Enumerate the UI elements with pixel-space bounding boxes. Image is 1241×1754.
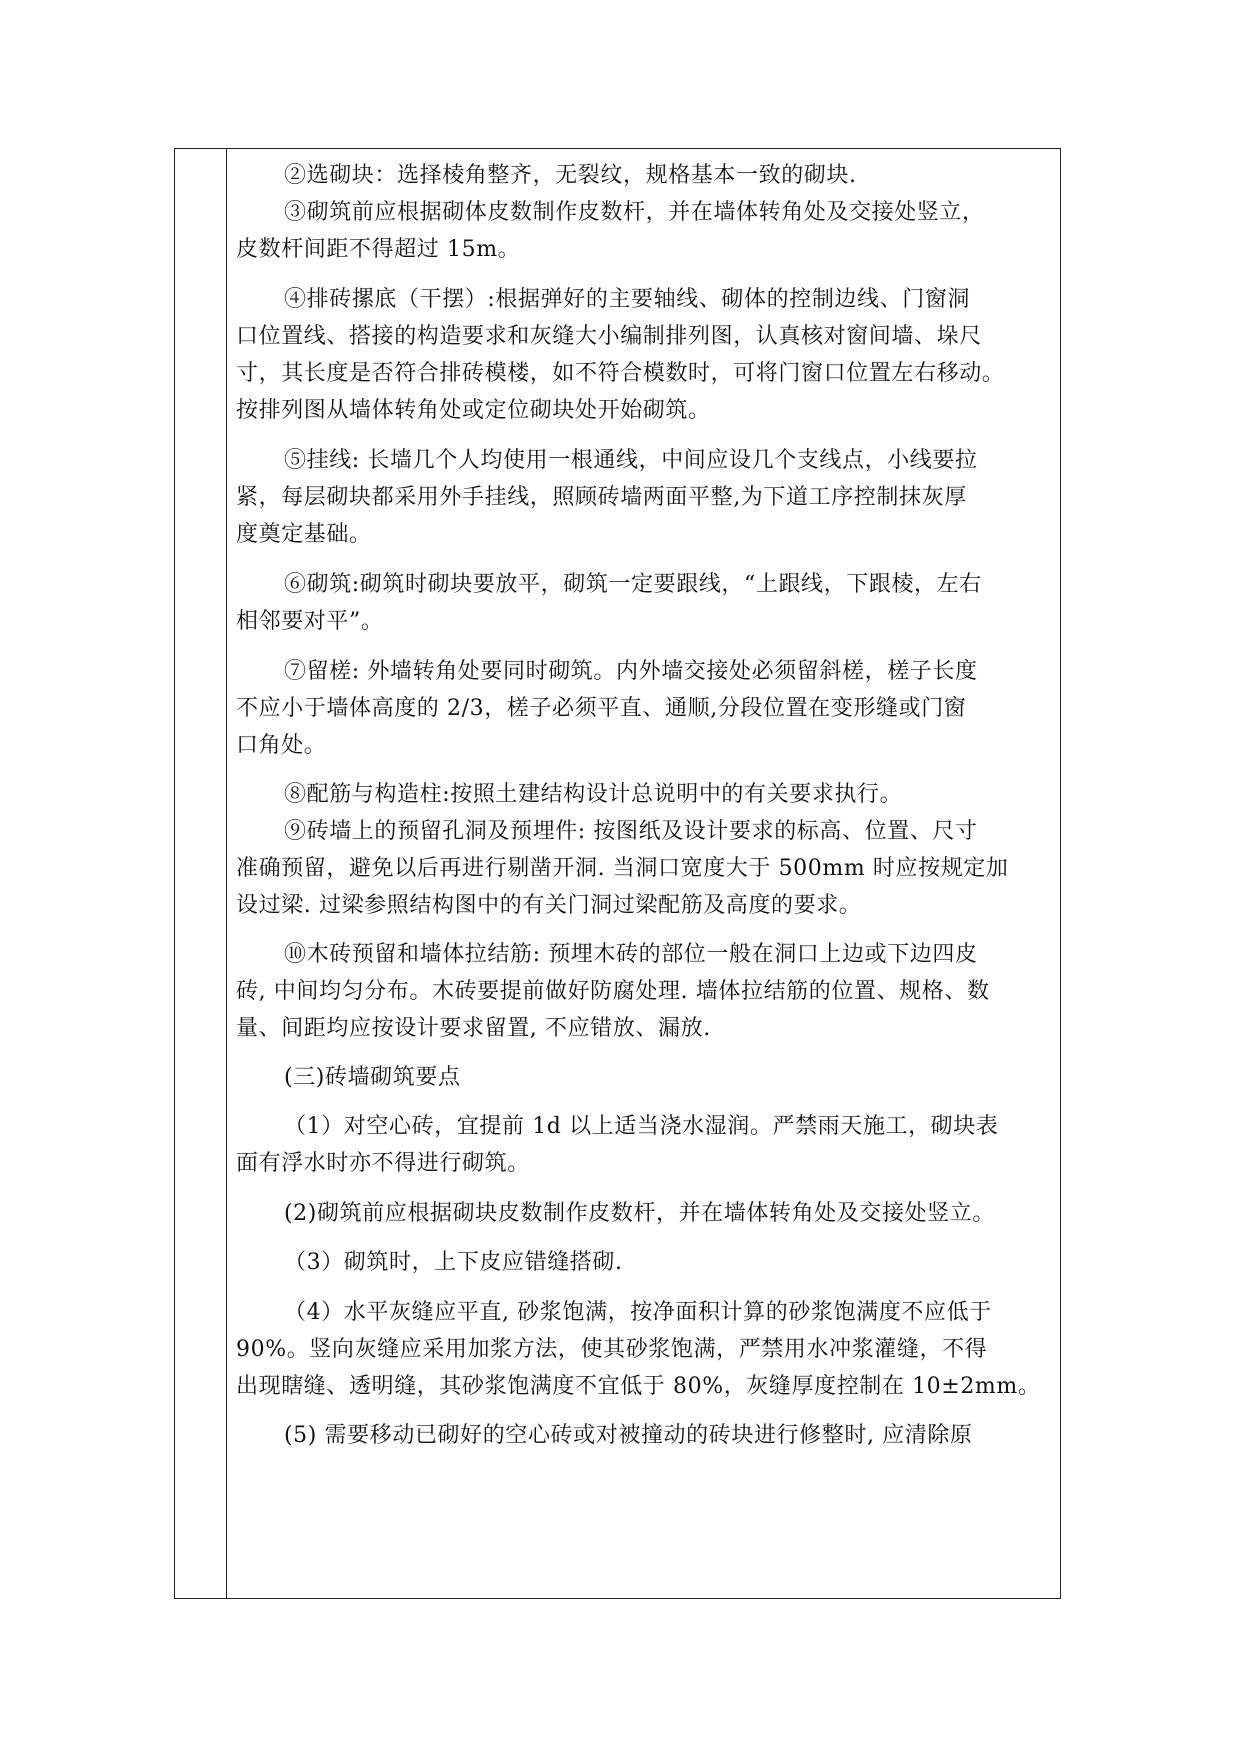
text-line: 紧，每层砌块都采用外手挂线，照顾砖墙两面平整,为下道工序控制抹灰厚 xyxy=(236,485,967,510)
text-line: 口位置线、搭接的构造要求和灰缝大小编制排列图，认真核对窗间墙、垛尺 xyxy=(236,324,982,349)
text-line: 面有浮水时亦不得进行砌筑。 xyxy=(236,1151,530,1176)
text-line: 不应小于墙体高度的 2/3，槎子必须平直、通顺,分段位置在变形缝或门窗 xyxy=(236,696,967,721)
text-line: 皮数杆间距不得超过 15m。 xyxy=(236,237,521,262)
text-line: 砖, 中间均匀分布。木砖要提前做好防腐处理. 墙体拉结筋的位置、规格、数 xyxy=(236,979,990,1004)
text-line: ⑩木砖预留和墙体拉结筋: 预埋木砖的部位一般在洞口上边或下边四皮 xyxy=(284,942,978,967)
text-line: ④排砖摞底（干摆）:根据弹好的主要轴线、砌体的控制边线、门窗洞 xyxy=(284,287,971,312)
text-line: (5) 需要移动已砌好的空心砖或对被撞动的砖块进行修整时, 应清除原 xyxy=(284,1423,973,1448)
text-line: （1）对空心砖，宜提前 1d 以上适当浇水湿润。严禁雨天施工，砌块表 xyxy=(284,1114,999,1139)
text-line: 出现瞎缝、透明缝，其砂浆饱满度不宜低于 80%，灰缝厚度控制在 10±2mm。 xyxy=(236,1374,1041,1399)
text-line: 90%。竖向灰缝应采用加浆方法，使其砂浆饱满，严禁用水冲浆灌缝，不得 xyxy=(236,1337,988,1362)
text-line: （4）水平灰缝应平直, 砂浆饱满，按净面积计算的砂浆饱满度不应低于 xyxy=(284,1300,992,1325)
text-line: 寸，其长度是否符合排砖模楼，如不符合模数时，可将门窗口位置左右移动。 xyxy=(236,361,1005,386)
text-line: 度奠定基础。 xyxy=(236,522,372,547)
text-line: 设过梁. 过梁参照结构图中的有关门洞过梁配筋及高度的要求。 xyxy=(236,893,862,918)
text-line: (2)砌筑前应根据砌块皮数制作皮数杆，并在墙体转角处及交接处竖立。 xyxy=(284,1201,995,1226)
document-table xyxy=(174,148,1061,1599)
text-line: (三)砖墙砌筑要点 xyxy=(284,1065,461,1090)
text-line: ⑥砌筑:砌筑时砌块要放平，砌筑一定要跟线，“上跟线，下跟棱，左右 xyxy=(284,572,982,597)
text-line: ②选砌块：选择棱角整齐，无裂纹，规格基本一致的砌块. xyxy=(284,163,857,188)
text-line: ⑤挂线: 长墙几个人均使用一根通线，中间应设几个支线点，小线要拉 xyxy=(284,448,978,473)
text-line: （3）砌筑时，上下皮应错缝搭砌. xyxy=(284,1250,623,1275)
content-cell xyxy=(236,149,1048,1598)
text-line: ⑦留槎: 外墙转角处要同时砌筑。内外墙交接处必须留斜槎，槎子长度 xyxy=(284,659,978,684)
text-line: ③砌筑前应根据砌体皮数制作皮数杆，并在墙体转角处及交接处竖立， xyxy=(284,200,985,225)
text-line: ⑧配筋与构造柱:按照土建结构设计总说明中的有关要求执行。 xyxy=(284,782,903,807)
text-line: 口角处。 xyxy=(236,733,327,758)
column-divider xyxy=(226,149,227,1598)
text-line: 量、间距均应按设计要求留置, 不应错放、漏放. xyxy=(236,1016,711,1041)
text-line: 按排列图从墙体转角处或定位砌块处开始砌筑。 xyxy=(236,398,711,423)
text-line: 相邻要对平”。 xyxy=(236,609,384,634)
text-line: 准确预留，避免以后再进行剔凿开洞. 当洞口宽度大于 500mm 时应按规定加 xyxy=(236,856,1009,881)
text-line: ⑨砖墙上的预留孔洞及预埋件: 按图纸及设计要求的标高、位置、尺寸 xyxy=(284,819,978,844)
